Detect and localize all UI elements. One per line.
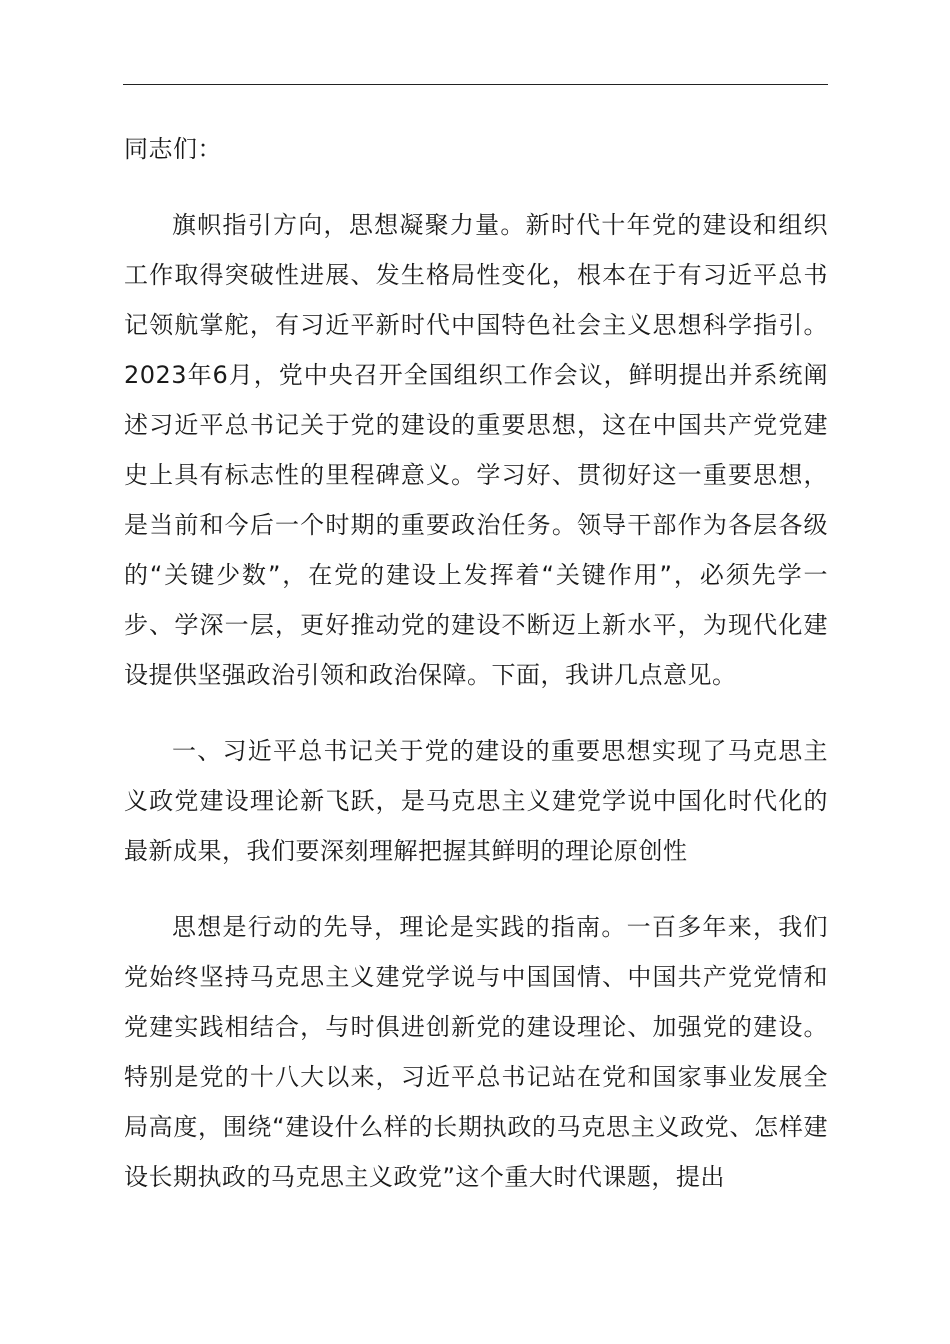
document-body bbox=[124, 124, 828, 1228]
paragraph-intro: 旗帜指引方向，思想凝聚力量。新时代十年党的建设和组织工作取得突破性进展、发生格局性变化，根本在于有习近平总书记领航掌舵，有习近平新时代中国特色社会主义思想科学指引。2023年6月，党中央召开全国组织工作会议，鲜明提出并系统阐述习近平总书记关于党的建设的重要思想，这在中国共产党党建史上具有标志性的里程碑意义。学习好、贯彻好这一重要思想，是当前和今后一个时期的重要政治任务。领导干部作为各层各级的“关键少数”，在党的建设上发挥着“关键作用”，必须先学一步、学深一层，更好推动党的建设不断迈上新水平，为现代化建设提供坚强政治引领和政治保障。下面，我讲几点意见。 bbox=[124, 211, 828, 689]
section-heading-1: 一、习近平总书记关于党的建设的重要思想实现了马克思主义政党建设理论新飞跃，是马克思主义建党学说中国化时代化的最新成果，我们要深刻理解把握其鲜明的理论原创性 bbox=[124, 737, 828, 865]
header-rule bbox=[123, 84, 828, 85]
paragraph-section-1: 思想是行动的先导，理论是实践的指南。一百多年来，我们党始终坚持马克思主义建党学说与中国国情、中国共产党党情和党建实践相结合，与时俱进创新党的建设理论、加强党的建设。特别是党的十八大以来，习近平总书记站在党和国家事业发展全局高度，围绕“建设什么样的长期执政的马克思主义政党、怎样建设长期执政的马克思主义政党”这个重大时代课题，提出 bbox=[124, 913, 828, 1191]
salutation: 同志们： bbox=[124, 135, 222, 163]
